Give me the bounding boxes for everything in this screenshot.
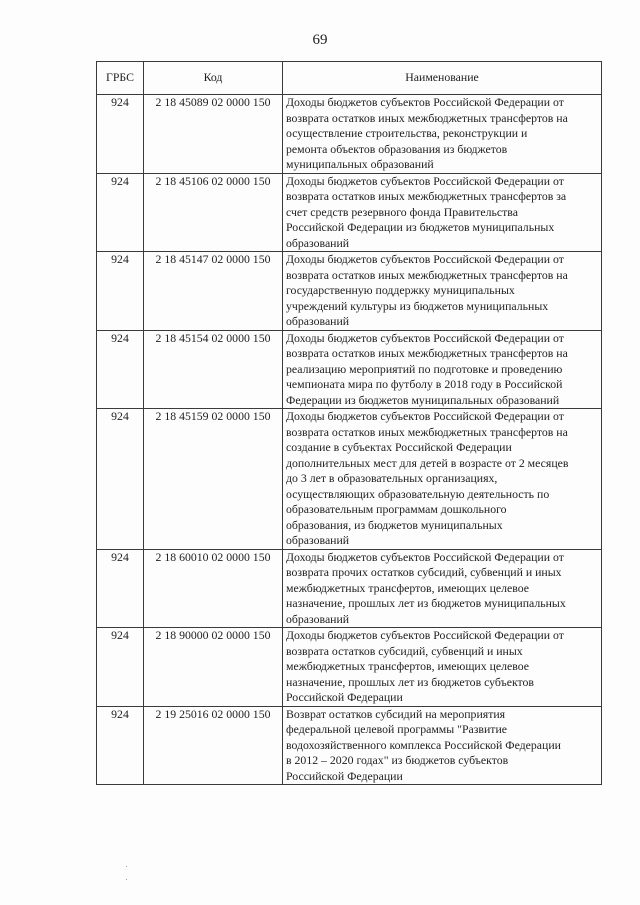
- cell-name-line: Возврат остатков субсидий на мероприятия: [286, 706, 506, 721]
- cell-name-line: муниципальных образований: [286, 157, 434, 171]
- cell-name-line: создание в субъектах Российской Федерации: [286, 440, 512, 454]
- table-row: [97, 173, 602, 252]
- table-row: [97, 409, 602, 550]
- table-header: [97, 62, 602, 95]
- cell-code: 2 18 60010 02 0000 150: [144, 549, 283, 628]
- cell-name-line: образований: [286, 314, 350, 328]
- cell-grbs: 924: [97, 252, 144, 331]
- cell-code: 2 18 45106 02 0000 150: [144, 173, 283, 252]
- cell-grbs: 924: [97, 706, 144, 785]
- cell-name-line: до 3 лет в образовательных организациях,: [286, 471, 498, 485]
- table-row: [97, 706, 602, 785]
- cell-name-line: образований: [286, 533, 350, 547]
- cell-code: 2 19 25016 02 0000 150: [144, 706, 283, 785]
- table-row: [97, 252, 602, 331]
- cell-name-line: возврата остатков иных межбюджетных трансфертов на: [286, 346, 568, 360]
- cell-name-line: государственную поддержку муниципальных: [286, 283, 515, 297]
- table-body: [97, 95, 602, 785]
- cell-name-line: ремонта объектов образования из бюджетов: [286, 141, 508, 156]
- cell-name-line: Российской Федерации: [286, 690, 403, 704]
- cell-name-line: Доходы бюджетов субъектов Российской Федерации от: [286, 173, 564, 188]
- cell-code: 2 18 90000 02 0000 150: [144, 628, 283, 707]
- cell-name-line: образований: [286, 235, 350, 250]
- cell-name-line: возврата остатков иных межбюджетных трансфертов на: [286, 267, 568, 282]
- cell-name: [283, 706, 602, 785]
- cell-name-line: федеральной целевой программы "Развитие: [286, 722, 508, 736]
- cell-name: [283, 95, 602, 174]
- cell-grbs: 924: [97, 628, 144, 707]
- cell-name-line: образования, из бюджетов муниципальных: [286, 517, 503, 532]
- cell-code: 2 18 45147 02 0000 150: [144, 252, 283, 331]
- cell-name-line: межбюджетных трансфертов, имеющих целевое: [286, 580, 530, 595]
- header-code: Код: [144, 62, 283, 95]
- cell-grbs: 924: [97, 173, 144, 252]
- cell-name-line: Доходы бюджетов субъектов Российской Федерации от: [286, 549, 564, 564]
- cell-name-line: Федерации из бюджетов муниципальных образований: [286, 392, 560, 407]
- cell-grbs: 924: [97, 549, 144, 628]
- cell-name-line: возврата остатков иных межбюджетных трансфертов за: [286, 189, 567, 203]
- table-row: [97, 628, 602, 707]
- cell-grbs: 924: [97, 409, 144, 550]
- cell-name-line: образований: [286, 611, 350, 626]
- cell-name-line: возврата остатков иных межбюджетных трансфертов на: [286, 110, 568, 125]
- cell-name-line: образовательным программам дошкольного: [286, 502, 507, 516]
- cell-name: [283, 409, 602, 550]
- cell-name-line: Российской Федерации: [286, 768, 403, 783]
- scan-speck: [126, 866, 127, 867]
- cell-name-line: дополнительных мест для детей в возрасте от 2 месяцев: [286, 455, 569, 470]
- cell-name-line: учреждений культуры из бюджетов муниципальных: [286, 298, 549, 313]
- cell-name-line: Доходы бюджетов субъектов Российской Федерации от: [286, 628, 564, 642]
- cell-name-line: счет средств резервного фонда Правительства: [286, 204, 518, 219]
- cell-grbs: 924: [97, 330, 144, 409]
- page-number: 69: [312, 32, 328, 48]
- cell-name-line: Доходы бюджетов субъектов Российской Федерации от: [286, 330, 564, 345]
- table-row: [97, 330, 602, 409]
- cell-name: [283, 330, 602, 409]
- cell-name-line: осуществление строительства, реконструкции и: [286, 126, 528, 140]
- scan-speck: [126, 879, 127, 880]
- cell-name-line: Доходы бюджетов субъектов Российской Федерации от: [286, 252, 564, 266]
- header-grbs: ГРБС: [97, 62, 144, 95]
- cell-name: [283, 628, 602, 707]
- cell-name-line: в 2012 – 2020 годах" из бюджетов субъектов: [286, 753, 509, 767]
- cell-name-line: реализацию мероприятий по подготовке и проведению: [286, 361, 563, 376]
- cell-name: [283, 173, 602, 252]
- cell-name-line: водохозяйственного комплекса Российской Федерации: [286, 737, 561, 752]
- cell-name-line: назначение, прошлых лет из бюджетов субъектов: [286, 674, 534, 689]
- cell-name-line: назначение, прошлых лет из бюджетов муниципальных: [286, 596, 566, 610]
- cell-name-line: возврата прочих остатков субсидий, субвенций и иных: [286, 565, 562, 579]
- header-name: Наименование: [283, 62, 602, 95]
- cell-code: 2 18 45159 02 0000 150: [144, 409, 283, 550]
- cell-name: [283, 549, 602, 628]
- cell-name-line: межбюджетных трансфертов, имеющих целевое: [286, 659, 530, 673]
- table-row: [97, 549, 602, 628]
- cell-name-line: осуществляющих образовательную деятельность по: [286, 486, 550, 501]
- cell-name-line: возврата остатков субсидий, субвенций и иных: [286, 643, 523, 658]
- cell-name-line: чемпионата мира по футболу в 2018 году в Российской: [286, 377, 563, 391]
- cell-name-line: возврата остатков иных межбюджетных трансфертов на: [286, 424, 568, 439]
- cell-name-line: Доходы бюджетов субъектов Российской Федерации от: [286, 95, 564, 109]
- cell-name-line: Доходы бюджетов субъектов Российской Федерации от: [286, 409, 564, 423]
- header-row: [97, 62, 602, 95]
- table-row: [97, 95, 602, 174]
- cell-name: [283, 252, 602, 331]
- cell-code: 2 18 45154 02 0000 150: [144, 330, 283, 409]
- cell-code: 2 18 45089 02 0000 150: [144, 95, 283, 174]
- cell-grbs: 924: [97, 95, 144, 174]
- cell-name-line: Российской Федерации из бюджетов муниципальных: [286, 220, 555, 234]
- budget-codes-table: [96, 61, 602, 785]
